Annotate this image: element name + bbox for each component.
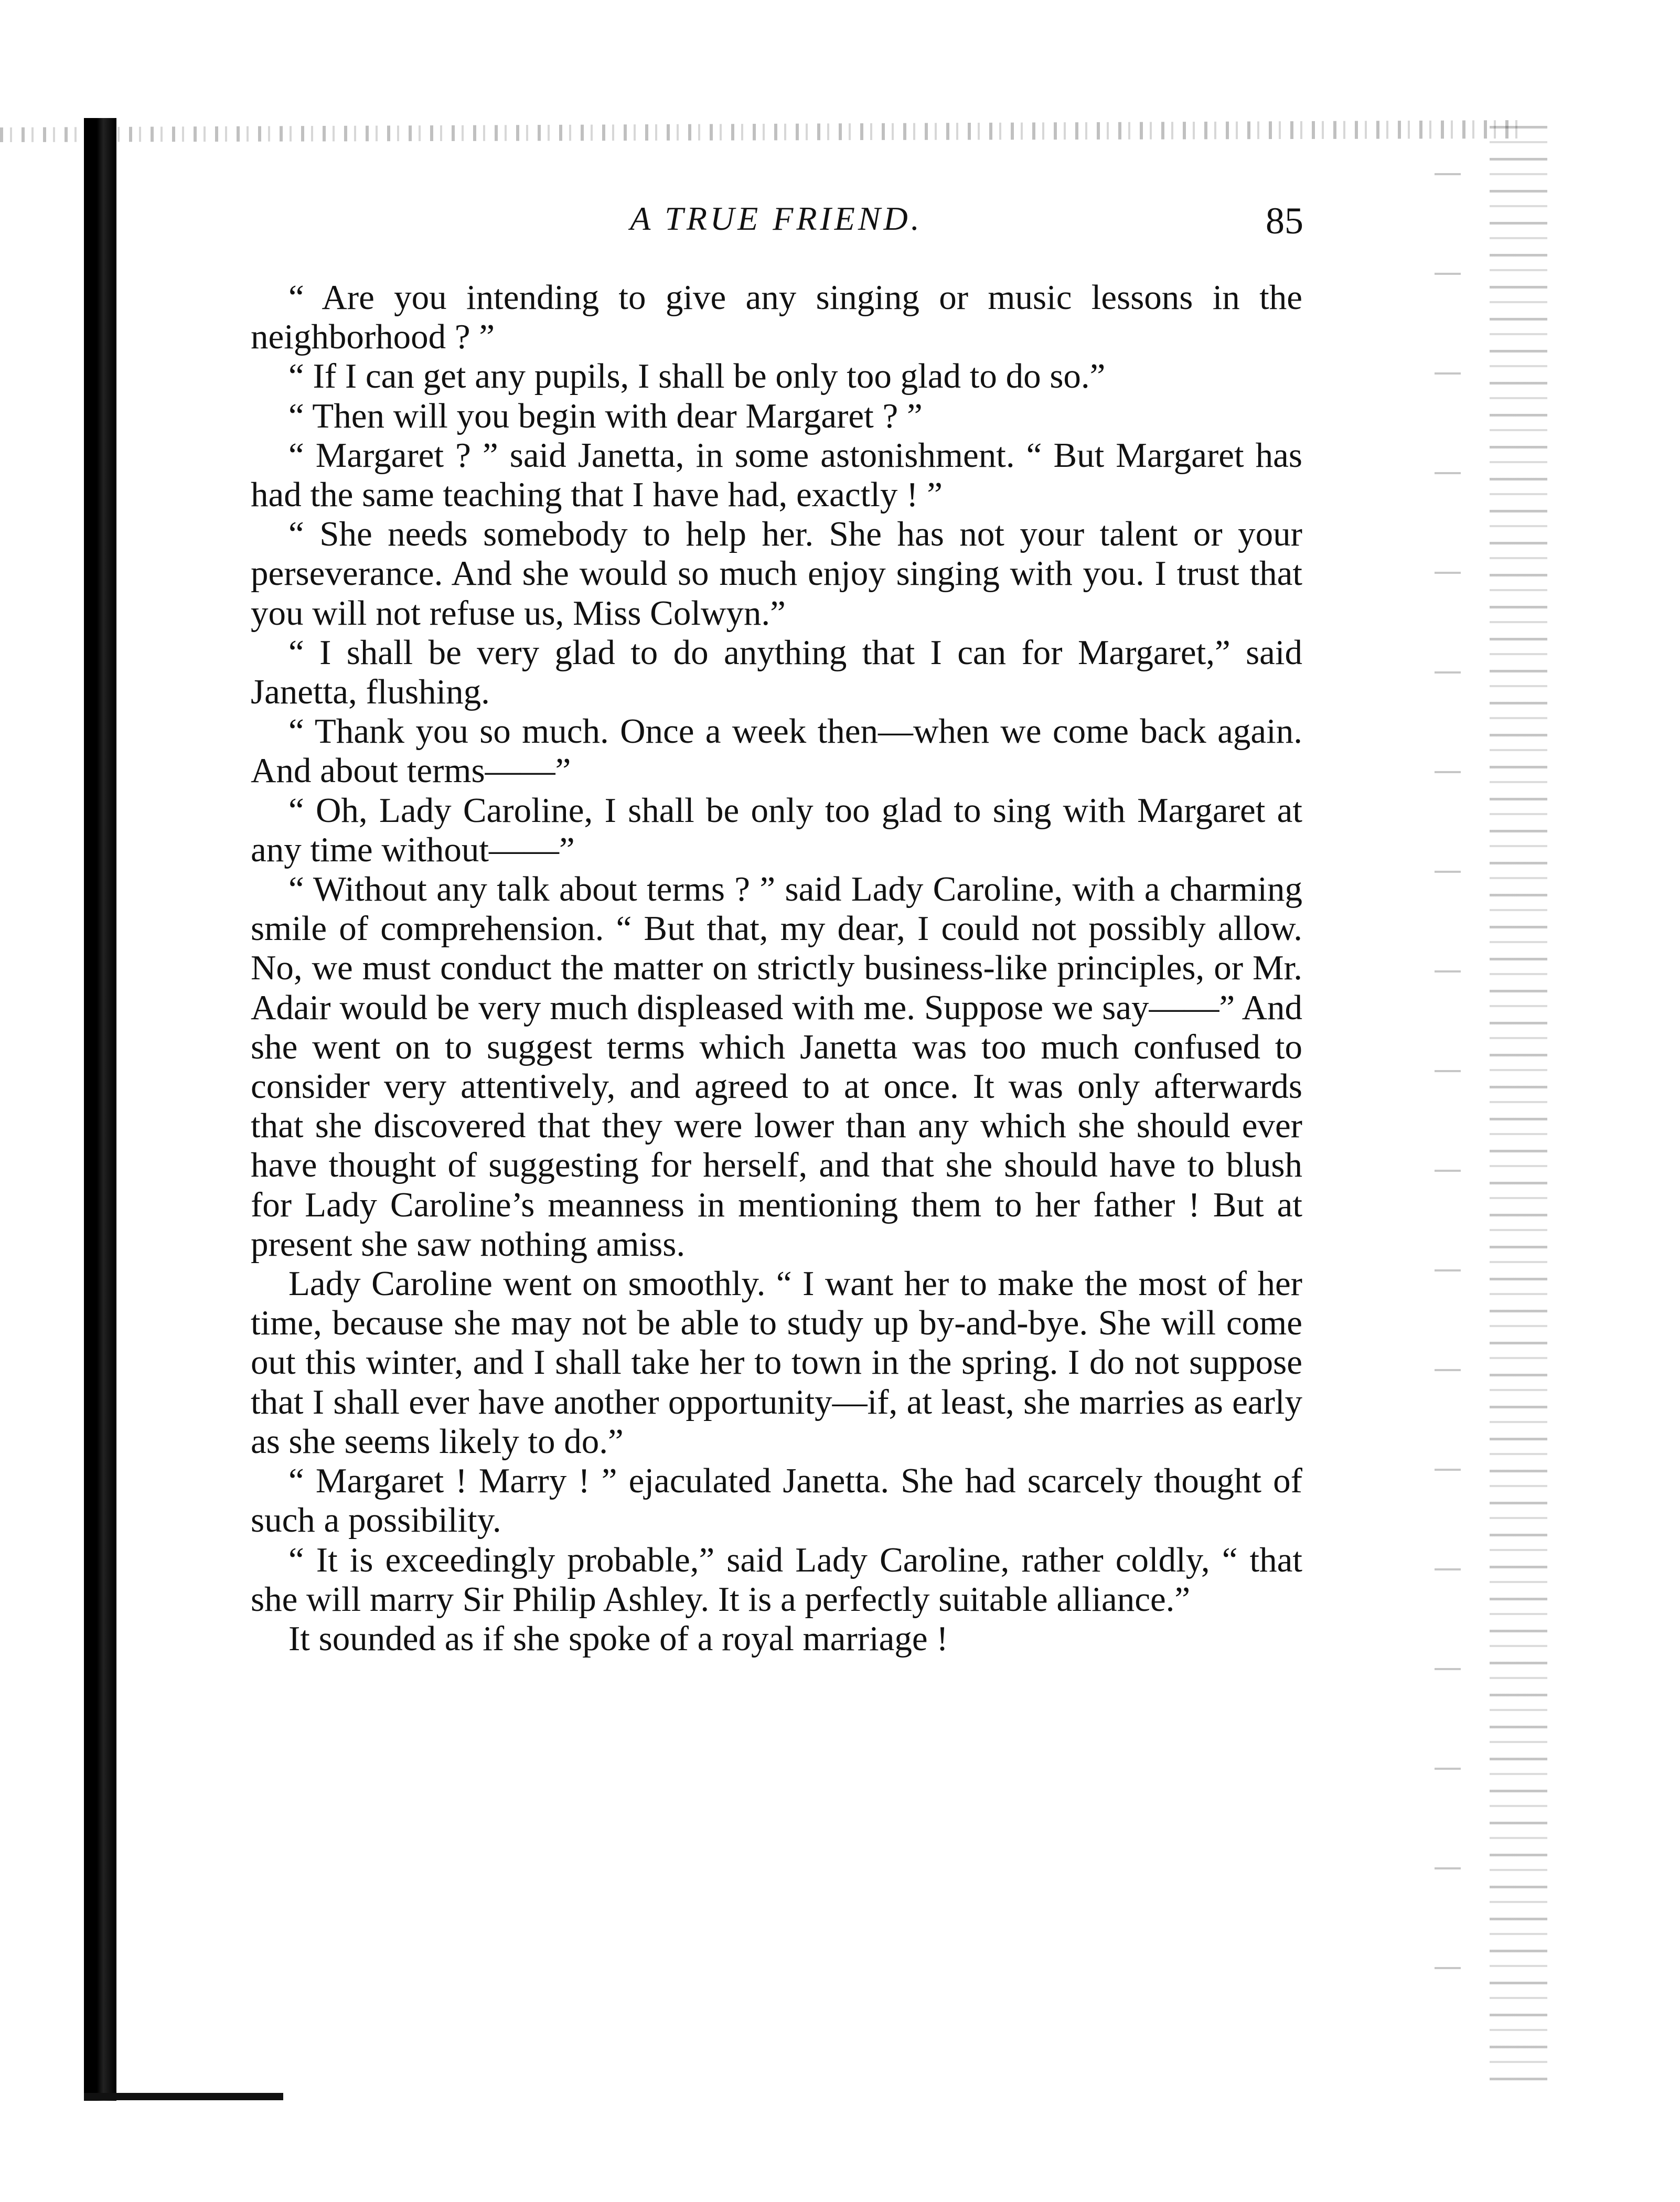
paragraph: “ If I can get any pupils, I shall be only too glad to do so.” — [288, 357, 1106, 396]
scan-edge-noise-right — [1490, 126, 1547, 2093]
paragraph: “ Margaret ! Marry ! ” ejaculated Janetta. She had scarcely thought of such a possibility. — [251, 1461, 1302, 1540]
paragraph: It sounded as if she spoke of a royal marriage ! — [288, 1619, 948, 1658]
paragraph: “ Are you intending to give any singing or music lessons in the neighborhood ? ” — [251, 278, 1302, 357]
paragraph: “ She needs somebody to help her. She has not your talent or your perseverance. And she would so much enjoy singing with you. I trust that you will not refuse us, Miss Colwyn.” — [251, 515, 1302, 633]
paragraph: Lady Caroline went on smoothly. “ I want her to make the most of her time, because she may not be able to study up by-and-bye. She will come out this winter, and I shall take her to town in the spring. I do not suppose that I shall ever have another opportunity—if, at least, she marries as early as she seems likely to do.” — [251, 1264, 1302, 1461]
scan-edge-noise-top — [0, 113, 1521, 149]
paragraph: “ Then will you begin with dear Margaret ? ” — [288, 396, 923, 435]
paragraph: “ It is exceedingly probable,” said Lady Caroline, rather coldly, “ that she will marry Sir Philip Ashley. It is a perfectly suitable alliance.” — [251, 1540, 1302, 1619]
paragraph: “ I shall be very glad to do anything that I can for Margaret,” said Janetta, flushing. — [251, 633, 1302, 712]
paragraph: “ Margaret ? ” said Janetta, in some astonishment. “ But Margaret has had the same teaching that I have had, exactly ! ” — [251, 435, 1302, 515]
paragraph: “ Thank you so much. Once a week then—when we come back again. And about terms——” — [251, 712, 1302, 790]
page-header — [252, 199, 1301, 252]
book-spine-base — [84, 2093, 283, 2100]
paragraph: “ Without any talk about terms ? ” said Lady Caroline, with a charming smile of comprehension. “ But that, my dear, I could not possibly allow. No, we must conduct the matter on strictly business-like principles, or Mr. Adair would be very much displeased with me. Suppose we say——” And she went on to suggest terms which Janetta was too much confused to consider very attentively, and agreed to at once. It was only afterwards that she discovered that they were lower than any which she should ever have thought of suggesting for herself, and that she should have to blush for Lady Caroline’s meanness in mentioning them to her father ! But at present she saw nothing amiss. — [251, 870, 1302, 1264]
running-title: A TRUE FRIEND. — [630, 200, 923, 237]
book-spine-shadow — [84, 118, 116, 2101]
paragraph: “ Oh, Lady Caroline, I shall be only too glad to sing with Margaret at any time without——” — [251, 790, 1302, 869]
page-number: 85 — [1266, 200, 1303, 242]
scan-speckles-right — [1435, 173, 1461, 2061]
page-body-text — [251, 278, 1302, 1659]
